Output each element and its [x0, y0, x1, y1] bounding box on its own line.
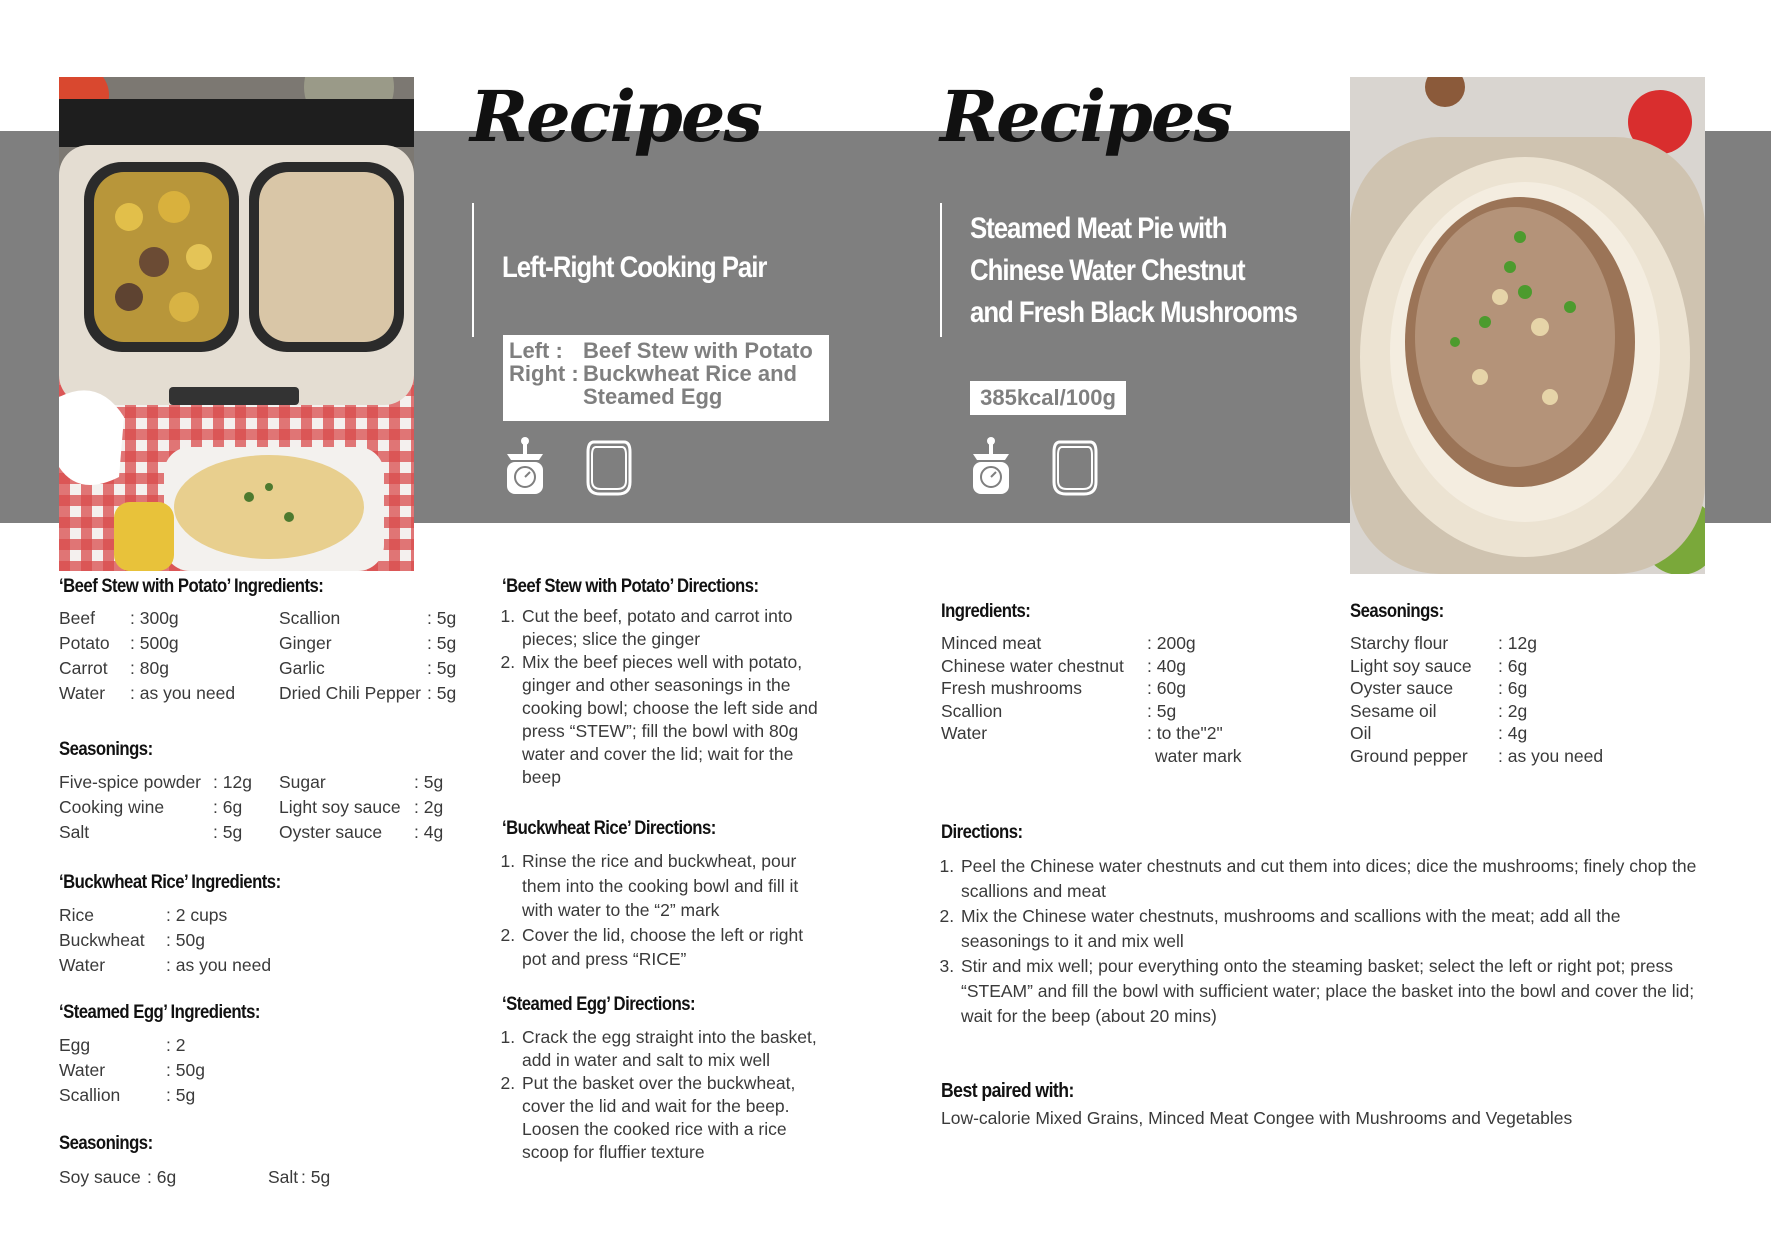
left-title-divider: [472, 203, 474, 337]
ingredient-row: Chinese water chestnut : 40g: [941, 655, 1186, 676]
ingredient-row: Ginger : 5g: [279, 633, 457, 653]
ingredient-row: Scallion : 5g: [941, 700, 1177, 721]
seasoning-row: Starchy flour : 12g: [1350, 633, 1537, 653]
seasoning-row: Light soy sauce : 6g: [1350, 655, 1528, 676]
beef-ingredients-table-a: [59, 606, 235, 706]
meat-pie-directions-heading: Directions:: [941, 822, 1023, 843]
seasoning-row: Ground pepper : as you need: [1350, 745, 1604, 766]
seasoning-row: Light soy sauce : 2g: [279, 797, 444, 817]
egg-seasonings-table: [59, 1165, 330, 1190]
beef-ingredients-table-b: [279, 606, 456, 706]
seasoning-row: Soy sauce : 6g Salt : 5g: [59, 1167, 331, 1187]
meat-pie-directions-list: [941, 854, 1699, 1029]
best-paired-heading: Best paired with:: [941, 1080, 1074, 1102]
kcal-value: 385kcal/100g: [980, 385, 1116, 410]
ingredient-row: Minced meat : 200g: [941, 633, 1196, 653]
rice-directions-list: [502, 849, 830, 972]
seasoning-row: Sesame oil : 2g: [1350, 700, 1528, 721]
ingredient-row: Fresh mushrooms : 60g: [941, 678, 1186, 698]
ingredient-row: Water : 50g: [59, 1060, 205, 1080]
ingredient-row: water mark: [1155, 745, 1242, 766]
cooking-pot-icon: [586, 438, 632, 501]
ingredient-row: Rice : 2 cups: [59, 905, 228, 925]
right-page-script-title: Recipes: [940, 75, 1231, 158]
kcal-badge: [970, 381, 1126, 415]
rice-ingredients-heading: ‘Buckwheat Rice’ Ingredients:: [59, 872, 281, 893]
direction-step: 1. Cut the beef, potato and carrot into pieces; slice the ginger: [520, 605, 830, 651]
pairing-right-value-2: Steamed Egg: [583, 384, 723, 409]
left-page-script-title: Recipes: [470, 75, 761, 158]
kitchen-scale-icon: [503, 436, 547, 501]
beef-seasonings-heading: Seasonings:: [59, 739, 153, 760]
right-recipe-photo: [1350, 77, 1705, 574]
egg-ingredients-table: [59, 1033, 205, 1108]
ingredient-row: Buckwheat : 50g: [59, 930, 205, 950]
direction-step: 1. Rinse the rice and buckwheat, pour them into the cooking bowl and fill it with water to the “2” mark: [520, 849, 830, 923]
direction-step: 1. Crack the egg straight into the basket, add in water and salt to mix well: [520, 1026, 820, 1072]
cooking-pot-icon: [1052, 438, 1098, 501]
ingredient-row: Egg : 2: [59, 1035, 186, 1055]
rice-ingredients-table: [59, 903, 271, 978]
egg-directions-list: [502, 1026, 820, 1164]
ingredient-row: Dried Chili Pepper : 5g: [279, 683, 457, 703]
beef-ingredients-heading: ‘Beef Stew with Potato’ Ingredients:: [59, 576, 324, 597]
left-recipe-title: Left-Right Cooking Pair: [502, 251, 767, 284]
rice-directions-heading: ‘Buckwheat Rice’ Directions:: [502, 818, 716, 839]
meat-pie-ingredients-table: [941, 632, 1242, 767]
direction-step: 1. Peel the Chinese water chestnuts and cut them into dices; dice the mushrooms; finely chop the scallions and meat: [959, 854, 1699, 904]
egg-ingredients-heading: ‘Steamed Egg’ Ingredients:: [59, 1002, 260, 1023]
ingredient-row: Carrot : 80g: [59, 658, 169, 678]
best-paired-text: Low-calorie Mixed Grains, Minced Meat Congee with Mushrooms and Vegetables: [941, 1108, 1573, 1128]
ingredient-row: Garlic : 5g: [279, 658, 457, 678]
right-title-line-3: and Fresh Black Mushrooms: [970, 296, 1297, 329]
right-title-line-1: Steamed Meat Pie with: [970, 212, 1227, 245]
ingredient-row: Scallion : 5g: [279, 608, 457, 628]
seasoning-row: Oil : 4g: [1350, 723, 1528, 743]
seasoning-row: Oyster sauce : 6g: [1350, 678, 1528, 698]
direction-step: 2. Mix the beef pieces well with potato, ginger and other seasonings in the cooking bowl; choose the left side and press “STEW”; fill the bowl with 80g water and cover the lid; wait for the beep: [520, 651, 830, 789]
ingredient-row: Scallion : 5g: [59, 1085, 196, 1105]
kitchen-scale-icon: [969, 436, 1013, 501]
beef-directions-list: [502, 605, 830, 789]
ingredient-row: Potato : 500g: [59, 633, 179, 653]
direction-step: 2. Cover the lid, choose the left or right pot and press “RICE”: [520, 923, 830, 972]
egg-directions-heading: ‘Steamed Egg’ Directions:: [502, 994, 696, 1015]
meat-pie-ingredients-heading: Ingredients:: [941, 601, 1031, 622]
left-recipe-photo: [59, 77, 414, 571]
ingredient-row: Water : to the"2": [941, 723, 1223, 743]
seasoning-row: Oyster sauce : 4g: [279, 822, 444, 842]
meat-pie-seasonings-table: [1350, 632, 1603, 767]
right-recipe-title: [970, 208, 1297, 334]
meat-pie-seasonings-heading: Seasonings:: [1350, 601, 1444, 622]
pairing-right-value-1: Buckwheat Rice and: [583, 361, 797, 386]
pairing-right-label: Right :: [509, 361, 579, 386]
seasoning-row: Salt : 5g: [59, 822, 243, 842]
pairing-left-value: Beef Stew with Potato: [583, 338, 813, 363]
ingredient-row: Water : as you need: [59, 955, 272, 975]
direction-step: 3. Stir and mix well; pour everything onto the steaming basket; select the left or right pot; press “STEAM” and fill the bowl with sufficient water; place the basket into the bowl and cover the lid; wait for the beep (about 20 mins): [959, 954, 1699, 1029]
pairing-left-label: Left :: [509, 338, 563, 363]
beef-seasonings-table-a: [59, 770, 252, 845]
ingredient-row: Water : as you need: [59, 683, 236, 703]
seasoning-row: Sugar : 5g: [279, 772, 444, 792]
right-title-divider: [940, 203, 942, 337]
egg-seasonings-heading: Seasonings:: [59, 1133, 153, 1154]
ingredient-row: Beef : 300g: [59, 608, 179, 628]
seasoning-row: Five-spice powder : 12g: [59, 772, 252, 792]
beef-seasonings-table-b: [279, 770, 443, 845]
right-title-line-2: Chinese Water Chestnut: [970, 254, 1245, 287]
seasoning-row: Cooking wine : 6g: [59, 797, 243, 817]
beef-directions-heading: ‘Beef Stew with Potato’ Directions:: [502, 576, 759, 597]
direction-step: 2. Put the basket over the buckwheat, cover the lid and wait for the beep. Loosen the cooked rice with a rice scoop for fluffier texture: [520, 1072, 820, 1164]
pairing-box: [503, 335, 829, 421]
direction-step: 2. Mix the Chinese water chestnuts, mushrooms and scallions with the meat; add all the seasonings to it and mix well: [959, 904, 1699, 954]
